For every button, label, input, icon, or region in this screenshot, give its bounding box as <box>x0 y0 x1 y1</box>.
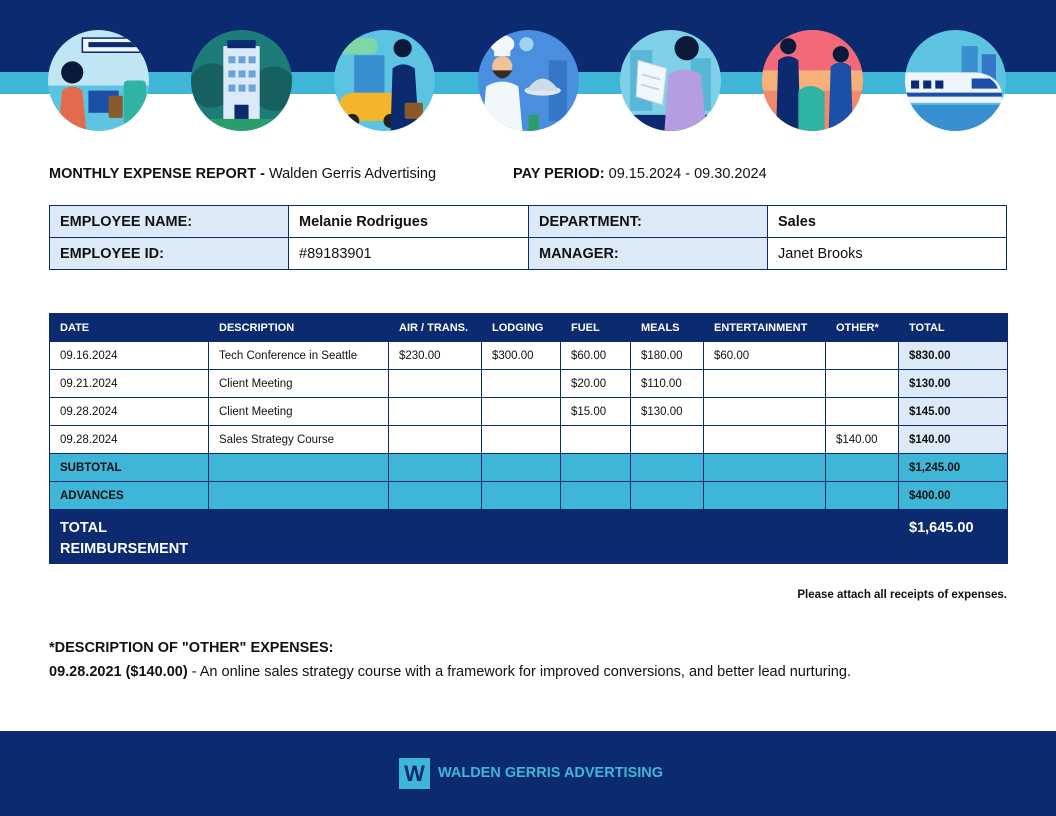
cell-meals <box>631 426 704 454</box>
chef-serving-icon <box>478 30 579 131</box>
cell-entertainment <box>704 426 826 454</box>
employee-name-value: Melanie Rodrigues <box>289 206 529 238</box>
total-reimbursement-row <box>50 510 1008 564</box>
attach-receipts-note: Please attach all receipts of expenses. <box>797 589 1007 601</box>
col-header: MEALS <box>631 314 704 342</box>
employee-id-label: EMPLOYEE ID: <box>50 238 289 270</box>
cell-date: 09.28.2024 <box>50 426 209 454</box>
other-expenses-heading: *DESCRIPTION OF "OTHER" EXPENSES: <box>49 640 334 656</box>
reading-menu-icon <box>620 30 721 131</box>
company-logo: W <box>399 758 430 789</box>
cell-meals: $130.00 <box>631 398 704 426</box>
expense-table <box>49 313 1008 564</box>
cell-lodging <box>482 426 561 454</box>
department-label: DEPARTMENT: <box>529 206 768 238</box>
airport-traveler-icon <box>48 30 149 131</box>
col-header: OTHER* <box>826 314 899 342</box>
report-title-label: MONTHLY EXPENSE REPORT - <box>49 166 265 182</box>
cell-fuel: $60.00 <box>561 342 631 370</box>
employee-id-value: #89183901 <box>289 238 529 270</box>
manager-value: Janet Brooks <box>768 238 1007 270</box>
cell-air <box>389 398 482 426</box>
cell-air <box>389 426 482 454</box>
table-row <box>50 426 1008 454</box>
cell-other <box>826 398 899 426</box>
cell-other <box>826 370 899 398</box>
col-header: AIR / TRANS. <box>389 314 482 342</box>
table-row <box>50 398 1008 426</box>
cell-description: Client Meeting <box>209 370 389 398</box>
col-header: FUEL <box>561 314 631 342</box>
cell-total: $830.00 <box>899 342 1008 370</box>
advances-row <box>50 482 1008 510</box>
cell-entertainment: $60.00 <box>704 342 826 370</box>
report-title <box>49 166 436 182</box>
advances-value: $400.00 <box>899 482 1008 510</box>
cell-other: $140.00 <box>826 426 899 454</box>
cell-date: 09.21.2024 <box>50 370 209 398</box>
cell-fuel: $20.00 <box>561 370 631 398</box>
company-name: Walden Gerris Advertising <box>268 166 437 182</box>
subtotal-value: $1,245.00 <box>899 454 1008 482</box>
cell-lodging <box>482 398 561 426</box>
cell-air: $230.00 <box>389 342 482 370</box>
footer <box>0 731 1056 816</box>
illustration-row <box>0 30 1056 131</box>
other-expense-text: - An online sales strategy course with a framework for improved conversions, and better lead nurturing. <box>187 664 851 680</box>
cell-fuel <box>561 426 631 454</box>
pay-period <box>513 166 767 182</box>
hotel-building-icon <box>191 30 292 131</box>
cell-lodging <box>482 370 561 398</box>
pay-period-value: 09.15.2024 - 09.30.2024 <box>608 166 767 182</box>
col-header: DATE <box>50 314 209 342</box>
cell-description: Sales Strategy Course <box>209 426 389 454</box>
cell-total: $145.00 <box>899 398 1008 426</box>
cell-entertainment <box>704 398 826 426</box>
employee-name-label: EMPLOYEE NAME: <box>50 206 289 238</box>
table-row <box>50 370 1008 398</box>
table-row <box>50 342 1008 370</box>
cell-lodging: $300.00 <box>482 342 561 370</box>
taxi-passenger-icon <box>334 30 435 131</box>
other-expenses-description <box>49 664 851 680</box>
employee-info-table <box>49 205 1007 270</box>
manager-label: MANAGER: <box>529 238 768 270</box>
total-reimbursement-value: $1,645.00 <box>899 510 1008 564</box>
other-expense-date-amount: 09.28.2021 ($140.00) <box>49 664 188 680</box>
col-header: DESCRIPTION <box>209 314 389 342</box>
subtotal-label: SUBTOTAL <box>50 454 209 482</box>
pay-period-label: PAY PERIOD: <box>513 166 605 182</box>
cell-date: 09.16.2024 <box>50 342 209 370</box>
cell-fuel: $15.00 <box>561 398 631 426</box>
col-header: TOTAL <box>899 314 1008 342</box>
cell-description: Tech Conference in Seattle <box>209 342 389 370</box>
business-meeting-icon <box>762 30 863 131</box>
advances-label: ADVANCES <box>50 482 209 510</box>
total-reimbursement-label: TOTAL REIMBURSEMENT <box>60 520 189 557</box>
expense-header-row <box>50 314 1008 342</box>
cell-entertainment <box>704 370 826 398</box>
employee-info-row <box>50 206 1007 238</box>
cell-description: Client Meeting <box>209 398 389 426</box>
department-value: Sales <box>768 206 1007 238</box>
cell-total: $140.00 <box>899 426 1008 454</box>
cell-meals: $110.00 <box>631 370 704 398</box>
employee-info-row <box>50 238 1007 270</box>
subtotal-row <box>50 454 1008 482</box>
cell-meals: $180.00 <box>631 342 704 370</box>
cell-air <box>389 370 482 398</box>
cell-total: $130.00 <box>899 370 1008 398</box>
footer-brand: WALDEN GERRIS ADVERTISING <box>438 765 664 781</box>
train-icon <box>905 30 1006 131</box>
cell-other <box>826 342 899 370</box>
col-header: ENTERTAINMENT <box>704 314 826 342</box>
col-header: LODGING <box>482 314 561 342</box>
cell-date: 09.28.2024 <box>50 398 209 426</box>
